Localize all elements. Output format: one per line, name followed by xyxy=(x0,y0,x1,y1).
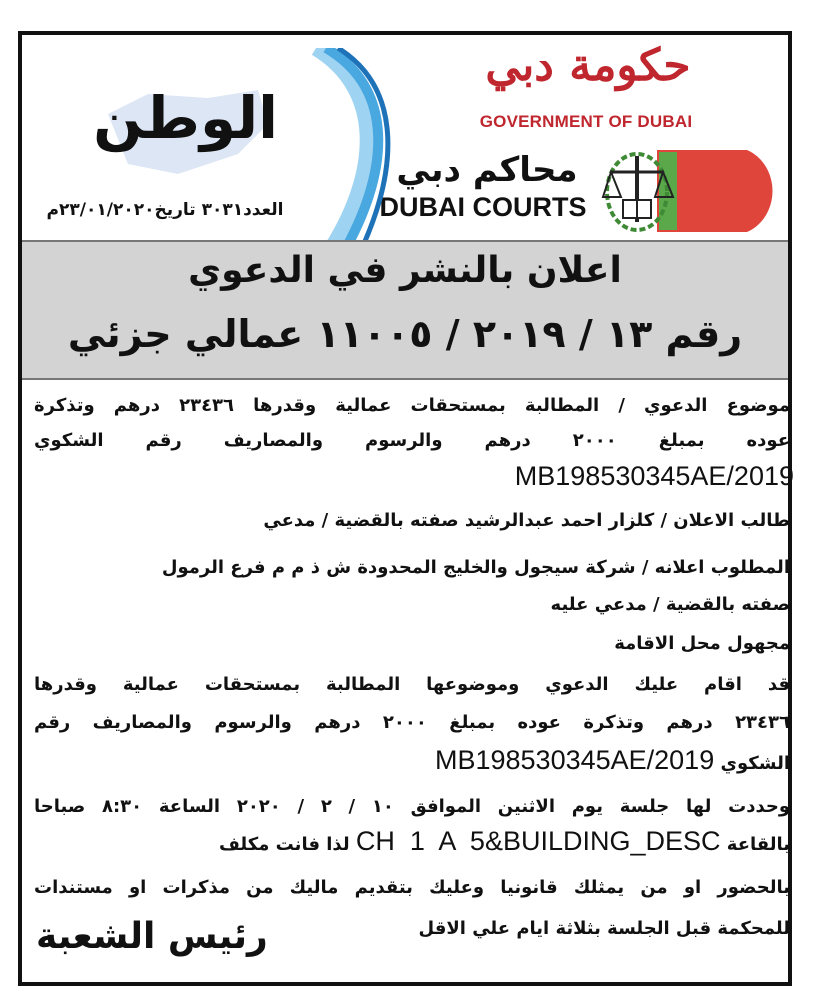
address-line: مجهول محل الاقامة xyxy=(614,633,790,654)
notice-title: اعلان بالنشر في الدعوي xyxy=(188,250,622,291)
newspaper-name: الوطن xyxy=(93,84,278,152)
complaint-reference: MB198530345AE/2019 xyxy=(514,461,794,491)
notice-line-3-reference: MB198530345AE/2019 xyxy=(434,745,715,775)
notice-line-3 xyxy=(34,745,790,776)
issue-line: العدد٣٠٣١ تاريخ٢٣/٠١/٢٠٢٠م xyxy=(46,200,284,220)
respondent-line-2: صفته بالقضية / مدعي عليه xyxy=(550,594,790,615)
subject-line-2: عوده بمبلغ ٢٠٠٠ درهم والرسوم والمصاريف رقم الشكوي xyxy=(34,430,790,451)
notice-line-1: قد اقام عليك الدعوي وموضوعها المطالبة بمستحقات عمالية وقدرها xyxy=(34,674,790,695)
dubai-courts-emblem-icon xyxy=(597,142,773,238)
government-logo-english: GOVERNMENT OF DUBAI xyxy=(479,112,693,131)
respondent-line-1: المطلوب اعلانه / شركة سيجول والخليج المحدودة ش ذ م م فرع الرمول xyxy=(161,557,790,578)
hearing-line-4: للمحكمة قبل الجلسة بثلاثة ايام علي الاقل xyxy=(418,918,790,939)
hearing-line-1: وحددت لها جلسة يوم الاثنين الموافق ١٠ / ٢ / ٢٠٢٠ الساعة ٨:٣٠ صباحا xyxy=(34,796,791,817)
dubai-courts-english: DUBAI COURTS xyxy=(379,192,587,222)
hearing-line-2-suffix: لذا فانت مكلف xyxy=(218,834,350,855)
wave-decoration-icon xyxy=(312,48,392,248)
subject-line-1: موضوع الدعوي / المطالبة بمستحقات عمالية وقدرها ٢٣٤٣٦ درهم وتذكرة xyxy=(34,395,790,416)
notice-line-3-prefix: الشكوي xyxy=(720,753,790,774)
government-logo-arabic: حكومة دبي xyxy=(485,40,691,91)
hearing-line-2 xyxy=(34,826,790,857)
hearing-room: CH 1 A 5&BUILDING_DESC xyxy=(355,826,721,856)
notice-line-2: ٢٣٤٣٦ درهم وتذكرة عوده بمبلغ ٢٠٠٠ درهم والرسوم والمصاريف رقم xyxy=(34,712,790,733)
hearing-line-3: بالحضور او من يمثلك قانونيا وعليك بتقديم ماليك من مذكرات او مستندات xyxy=(34,877,790,898)
hearing-line-2-prefix: بالقاعة xyxy=(726,834,790,855)
requester-line: طالب الاعلان / كلزار احمد عبدالرشيد صفته بالقضية / مدعي xyxy=(263,510,790,531)
signature: رئيس الشعبة xyxy=(36,916,268,957)
dubai-courts-arabic: محاكم دبي xyxy=(396,150,578,190)
case-number-title: رقم ١٣ / ٢٠١٩ / ١١٠٠٥ عمالي جزئي xyxy=(67,312,743,356)
